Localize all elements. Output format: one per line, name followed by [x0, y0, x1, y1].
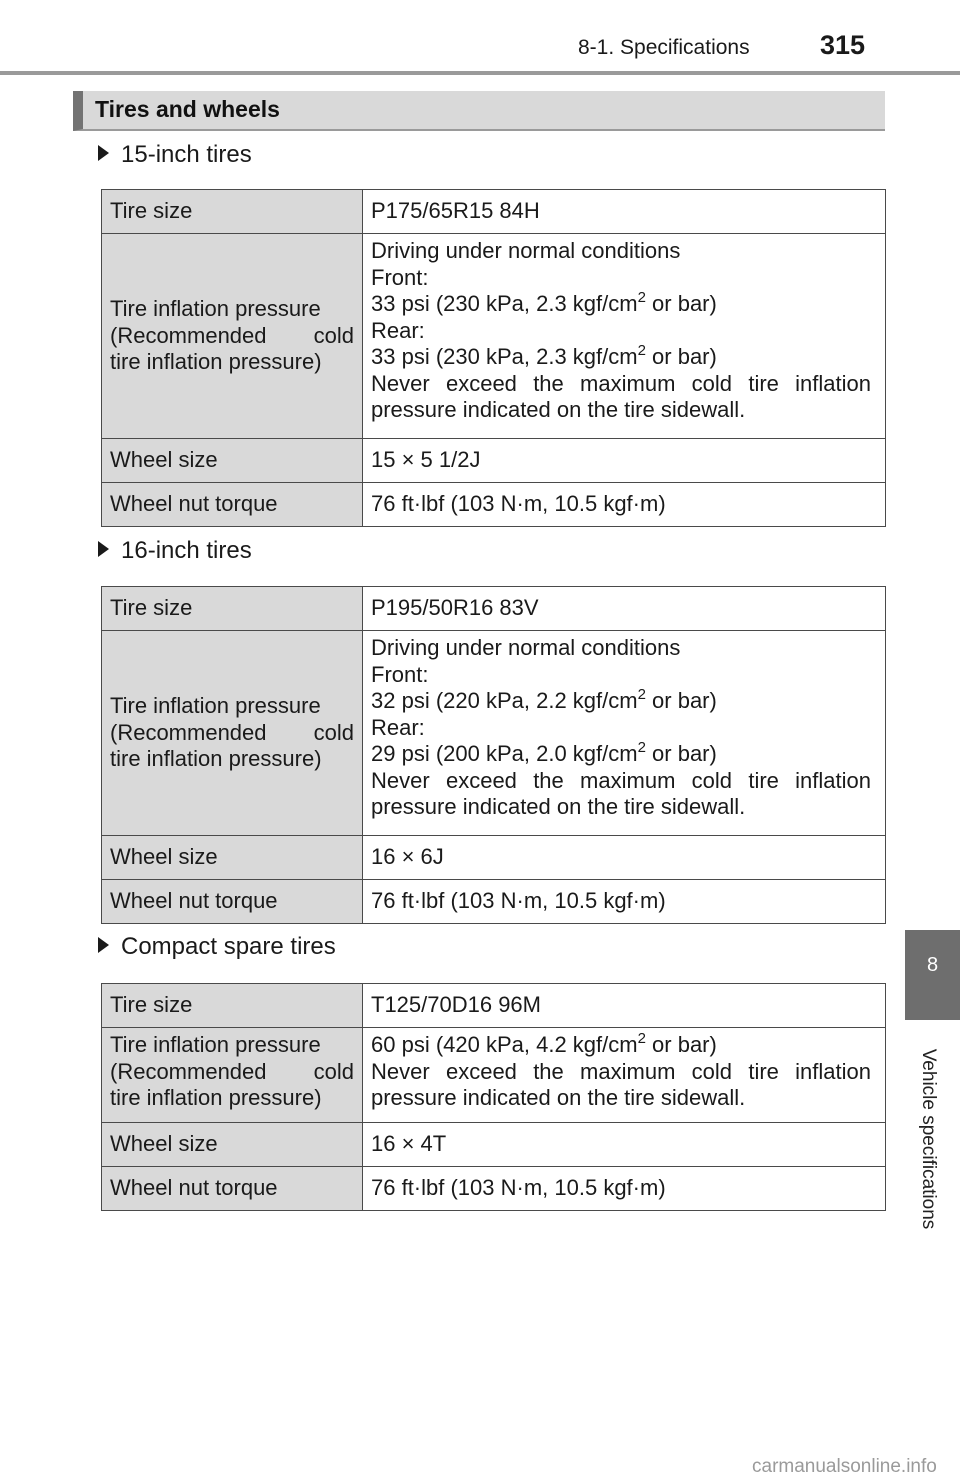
- subheading-text: Compact spare tires: [121, 933, 336, 960]
- row-label: Wheel nut torque: [102, 879, 363, 923]
- row-value: [363, 234, 886, 439]
- triangle-bullet-icon: [98, 937, 109, 953]
- row-value: P195/50R16 83V: [363, 587, 886, 631]
- value-line: pressure indicated on the tire sidewall.: [371, 1085, 746, 1110]
- section-title-bar: [73, 91, 885, 131]
- row-value: T125/70D16 96M: [363, 984, 886, 1028]
- label-line: tire inflation pressure): [110, 746, 322, 771]
- table-row: [102, 879, 886, 923]
- row-label: Wheel nut torque: [102, 1166, 363, 1210]
- table-row: [102, 1028, 886, 1123]
- row-value: [363, 1028, 886, 1123]
- row-label: Wheel size: [102, 835, 363, 879]
- row-value: P175/65R15 84H: [363, 190, 886, 234]
- page-header: [0, 0, 960, 76]
- subheading-15-inch: [98, 141, 252, 169]
- value-line: Never exceed the maximum cold tire inflation: [371, 1058, 871, 1084]
- row-label: Tire size: [102, 984, 363, 1028]
- value-line: pressure indicated on the tire sidewall.: [371, 794, 746, 819]
- value-line: Driving under normal conditions: [371, 238, 681, 263]
- row-value: 76 ft·lbf (103 N·m, 10.5 kgf·m): [363, 879, 886, 923]
- subheading-16-inch: [98, 537, 252, 565]
- section-title: Tires and wheels: [95, 96, 280, 122]
- spec-table-compact-spare: [101, 983, 886, 1211]
- row-value: 16 × 6J: [363, 835, 886, 879]
- subheading-compact-spare: [98, 933, 336, 961]
- value-line: 33 psi (230 kPa, 2.3 kgf/$cm^2$ or bar): [371, 342, 717, 369]
- header-divider: [0, 71, 960, 75]
- table-row: [102, 631, 886, 836]
- value-line: Never exceed the maximum cold tire inflation: [371, 767, 871, 793]
- row-value: 16 × 4T: [363, 1122, 886, 1166]
- label-line: (Recommended cold: [110, 322, 354, 348]
- table-row: [102, 587, 886, 631]
- table-row: [102, 234, 886, 439]
- row-label: [102, 234, 363, 439]
- value-line: Driving under normal conditions: [371, 635, 681, 660]
- table-row: [102, 984, 886, 1028]
- label-line: (Recommended cold: [110, 719, 354, 745]
- spec-table-15-inch: [101, 189, 886, 527]
- triangle-bullet-icon: [98, 145, 109, 161]
- table-row: [102, 190, 886, 234]
- chapter-number: 8: [926, 954, 939, 976]
- value-line: Never exceed the maximum cold tire inflation: [371, 370, 871, 396]
- table-row: [102, 1122, 886, 1166]
- row-label: Tire size: [102, 587, 363, 631]
- header-section-title: 8-1. Specifications: [578, 36, 750, 59]
- value-line: 60 psi (420 kPa, 4.2 kgf/$cm^2$ or bar): [371, 1030, 717, 1057]
- row-label: Tire size: [102, 190, 363, 234]
- value-line: Rear:: [371, 714, 425, 740]
- label-line: Tire inflation pressure: [110, 693, 321, 718]
- label-line: tire inflation pressure): [110, 1085, 322, 1110]
- value-line: 33 psi (230 kPa, 2.3 kgf/$cm^2$ or bar): [371, 289, 717, 316]
- row-value: 76 ft·lbf (103 N·m, 10.5 kgf·m): [363, 1166, 886, 1210]
- row-label: Wheel size: [102, 438, 363, 482]
- label-line: Tire inflation pressure: [110, 296, 321, 321]
- value-line: 29 psi (200 kPa, 2.0 kgf/$cm^2$ or bar): [371, 739, 717, 766]
- table-row: [102, 835, 886, 879]
- label-line: tire inflation pressure): [110, 349, 322, 374]
- value-line: Front:: [371, 264, 429, 290]
- page-number: 315: [820, 30, 866, 60]
- table-row: [102, 1166, 886, 1210]
- watermark: carmanualsonline.info: [752, 1456, 937, 1477]
- value-line: 32 psi (220 kPa, 2.2 kgf/$cm^2$ or bar): [371, 686, 717, 713]
- row-label: Wheel nut torque: [102, 482, 363, 526]
- value-line: pressure indicated on the tire sidewall.: [371, 397, 746, 422]
- row-label: Wheel size: [102, 1122, 363, 1166]
- spec-table-16-inch: [101, 586, 886, 924]
- table-row: [102, 482, 886, 526]
- subheading-text: 16-inch tires: [121, 537, 252, 564]
- chapter-label-text: Vehicle specifications: [918, 1048, 939, 1230]
- value-line: Rear:: [371, 317, 425, 343]
- triangle-bullet-icon: [98, 541, 109, 557]
- row-value: 15 × 5 1/2J: [363, 438, 886, 482]
- row-label: [102, 631, 363, 836]
- row-label: [102, 1028, 363, 1123]
- label-line: (Recommended cold: [110, 1058, 354, 1084]
- chapter-tab: [905, 930, 960, 1020]
- row-value: [363, 631, 886, 836]
- value-line: Front:: [371, 661, 429, 687]
- label-line: Tire inflation pressure: [110, 1032, 321, 1057]
- table-row: [102, 438, 886, 482]
- row-value: 76 ft·lbf (103 N·m, 10.5 kgf·m): [363, 482, 886, 526]
- subheading-text: 15-inch tires: [121, 141, 252, 168]
